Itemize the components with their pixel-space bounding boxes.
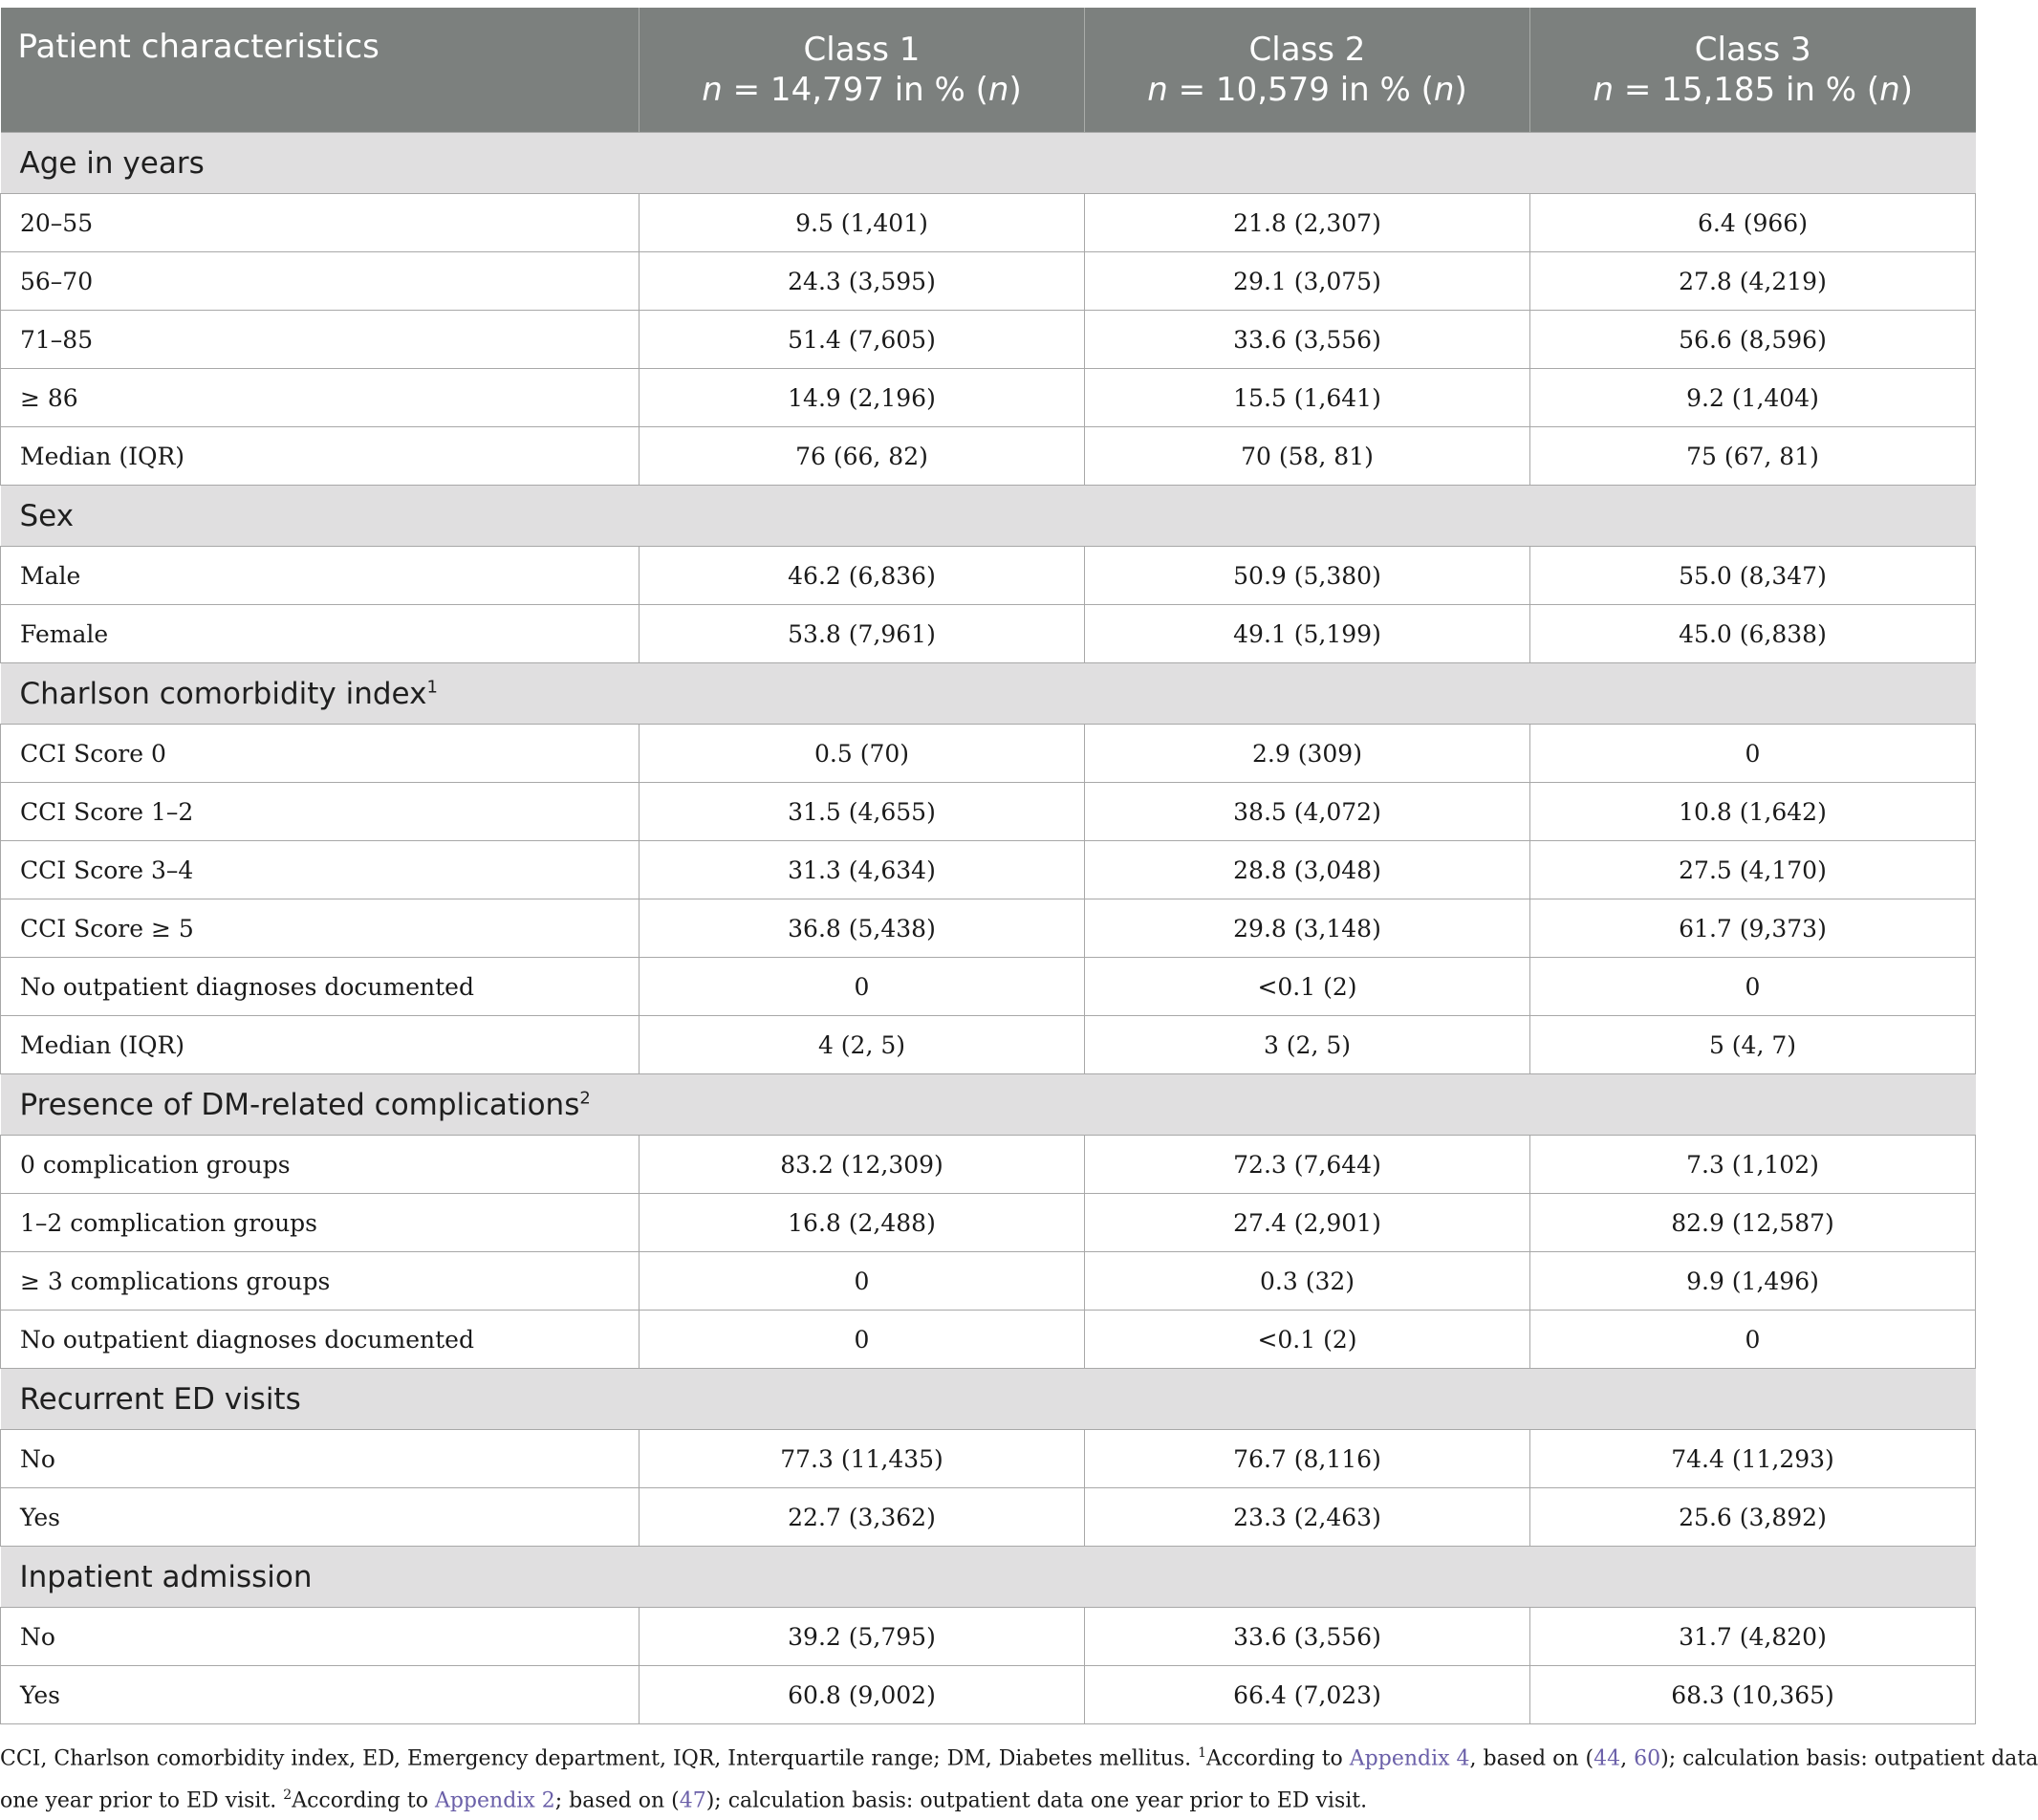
class-3-value: 55.0 (8,347) xyxy=(1530,547,1976,605)
class-3-value: 74.4 (11,293) xyxy=(1530,1430,1976,1488)
table-body xyxy=(1,133,1976,1724)
table-row xyxy=(1,725,1976,783)
class-3-value: 6.4 (966) xyxy=(1530,194,1976,252)
section-header-row xyxy=(1,133,1976,194)
class-3-value: 25.6 (3,892) xyxy=(1530,1488,1976,1547)
class-name: Class 2 xyxy=(1248,31,1366,69)
table-row xyxy=(1,958,1976,1016)
row-label: No xyxy=(1,1430,640,1488)
class-3-value: 56.6 (8,596) xyxy=(1530,311,1976,369)
class-1-value: 31.3 (4,634) xyxy=(640,841,1085,899)
class-1-value: 83.2 (12,309) xyxy=(640,1136,1085,1194)
class-n-label: n = 15,185 in % (n) xyxy=(1593,71,1913,109)
class-3-value: 75 (67, 81) xyxy=(1530,427,1976,486)
row-label: Yes xyxy=(1,1666,640,1724)
class-2-value: 29.8 (3,148) xyxy=(1085,899,1530,958)
class-3-value: 61.7 (9,373) xyxy=(1530,899,1976,958)
section-title: Recurrent ED visits xyxy=(1,1369,1976,1430)
footnote-line-1: CCI, Charlson comorbidity index, ED, Emergency department, IQR, Interquartile range; DM, Diabetes mellitus. $^1$According to Appendix 4, based on (44, 60); calculation basis: outpatient data xyxy=(0,1745,2038,1771)
class-1-value: 76 (66, 82) xyxy=(640,427,1085,486)
class-1-value: 77.3 (11,435) xyxy=(640,1430,1085,1488)
class-2-value: 49.1 (5,199) xyxy=(1085,605,1530,663)
section-title: Charlson comorbidity index$^1$ xyxy=(1,663,1976,725)
class-1-value: 0 xyxy=(640,1311,1085,1369)
row-label: 71–85 xyxy=(1,311,640,369)
class-2-value: 3 (2, 5) xyxy=(1085,1016,1530,1074)
class-2-value: 50.9 (5,380) xyxy=(1085,547,1530,605)
class-1-value: 36.8 (5,438) xyxy=(640,899,1085,958)
table-row xyxy=(1,1016,1976,1074)
table-row xyxy=(1,1608,1976,1666)
table-row xyxy=(1,369,1976,427)
class-3-value: 0 xyxy=(1530,958,1976,1016)
class-1-value: 31.5 (4,655) xyxy=(640,783,1085,841)
row-label: 0 complication groups xyxy=(1,1136,640,1194)
row-label: No xyxy=(1,1608,640,1666)
class-1-value: 14.9 (2,196) xyxy=(640,369,1085,427)
class-1-value: 16.8 (2,488) xyxy=(640,1194,1085,1252)
class-2-value: <0.1 (2) xyxy=(1085,1311,1530,1369)
class-1-value: 51.4 (7,605) xyxy=(640,311,1085,369)
section-header-row xyxy=(1,486,1976,547)
class-name: Class 3 xyxy=(1694,31,1811,69)
table-row xyxy=(1,899,1976,958)
table-row xyxy=(1,783,1976,841)
row-label: CCI Score ≥ 5 xyxy=(1,899,640,958)
class-1-value: 0 xyxy=(640,958,1085,1016)
section-header-row xyxy=(1,1547,1976,1608)
section-title: Sex xyxy=(1,486,1976,547)
ref-44-link[interactable]: 44 xyxy=(1594,1746,1621,1771)
section-header-row xyxy=(1,1074,1976,1136)
row-label: Male xyxy=(1,547,640,605)
class-2-value: 66.4 (7,023) xyxy=(1085,1666,1530,1724)
class-3-value: 27.8 (4,219) xyxy=(1530,252,1976,311)
class-2-value: 76.7 (8,116) xyxy=(1085,1430,1530,1488)
class-3-value: 45.0 (6,838) xyxy=(1530,605,1976,663)
table-row xyxy=(1,1252,1976,1311)
class-2-value: 0.3 (32) xyxy=(1085,1252,1530,1311)
class-2-value: 33.6 (3,556) xyxy=(1085,1608,1530,1666)
class-3-value: 31.7 (4,820) xyxy=(1530,1608,1976,1666)
class-1-value: 22.7 (3,362) xyxy=(640,1488,1085,1547)
row-label: 56–70 xyxy=(1,252,640,311)
class-3-value: 82.9 (12,587) xyxy=(1530,1194,1976,1252)
row-label: CCI Score 3–4 xyxy=(1,841,640,899)
table-row xyxy=(1,1488,1976,1547)
class-2-value: 70 (58, 81) xyxy=(1085,427,1530,486)
section-title: Presence of DM-related complications$^2$ xyxy=(1,1074,1976,1136)
row-label: 1–2 complication groups xyxy=(1,1194,640,1252)
class-3-value: 10.8 (1,642) xyxy=(1530,783,1976,841)
row-label: Median (IQR) xyxy=(1,427,640,486)
table-row xyxy=(1,427,1976,486)
header-class-3 xyxy=(1530,8,1976,133)
row-label: 20–55 xyxy=(1,194,640,252)
table-row xyxy=(1,841,1976,899)
class-3-value: 0 xyxy=(1530,1311,1976,1369)
class-1-value: 4 (2, 5) xyxy=(640,1016,1085,1074)
row-label: CCI Score 1–2 xyxy=(1,783,640,841)
class-1-value: 60.8 (9,002) xyxy=(640,1666,1085,1724)
class-3-value: 68.3 (10,365) xyxy=(1530,1666,1976,1724)
class-3-value: 5 (4, 7) xyxy=(1530,1016,1976,1074)
table-row xyxy=(1,311,1976,369)
class-3-value: 0 xyxy=(1530,725,1976,783)
section-title: Inpatient admission xyxy=(1,1547,1976,1608)
section-header-row xyxy=(1,1369,1976,1430)
class-1-value: 0.5 (70) xyxy=(640,725,1085,783)
section-header-row xyxy=(1,663,1976,725)
header-patient-characteristics: Patient characteristics xyxy=(1,8,640,133)
row-label: Median (IQR) xyxy=(1,1016,640,1074)
table-footnote xyxy=(0,1735,2038,1820)
class-name: Class 1 xyxy=(803,31,921,69)
section-title: Age in years xyxy=(1,133,1976,194)
class-1-value: 24.3 (3,595) xyxy=(640,252,1085,311)
row-label: No outpatient diagnoses documented xyxy=(1,958,640,1016)
row-label: Female xyxy=(1,605,640,663)
class-1-value: 0 xyxy=(640,1252,1085,1311)
class-2-value: 72.3 (7,644) xyxy=(1085,1136,1530,1194)
appendix-4-link[interactable]: Appendix 4 xyxy=(1349,1746,1470,1771)
appendix-2-link[interactable]: Appendix 2 xyxy=(434,1788,555,1813)
table-row xyxy=(1,1136,1976,1194)
class-2-value: 27.4 (2,901) xyxy=(1085,1194,1530,1252)
class-3-value: 9.9 (1,496) xyxy=(1530,1252,1976,1311)
class-2-value: 28.8 (3,048) xyxy=(1085,841,1530,899)
footnote-marker: 2 xyxy=(579,1088,591,1109)
table-row xyxy=(1,547,1976,605)
ref-60-link[interactable]: 60 xyxy=(1634,1746,1661,1771)
class-n-label: n = 14,797 in % (n) xyxy=(702,71,1022,109)
table-row xyxy=(1,1430,1976,1488)
table-row xyxy=(1,1194,1976,1252)
table-header-row xyxy=(1,8,1976,133)
class-2-value: 23.3 (2,463) xyxy=(1085,1488,1530,1547)
class-n-label: n = 10,579 in % (n) xyxy=(1147,71,1467,109)
class-2-value: 38.5 (4,072) xyxy=(1085,783,1530,841)
row-label: CCI Score 0 xyxy=(1,725,640,783)
row-label: No outpatient diagnoses documented xyxy=(1,1311,640,1369)
class-1-value: 46.2 (6,836) xyxy=(640,547,1085,605)
table-row xyxy=(1,194,1976,252)
class-2-value: 21.8 (2,307) xyxy=(1085,194,1530,252)
class-2-value: <0.1 (2) xyxy=(1085,958,1530,1016)
footnote-marker: 1 xyxy=(426,677,438,698)
table-row xyxy=(1,1666,1976,1724)
row-label: Yes xyxy=(1,1488,640,1547)
footnote-line-2: one year prior to ED visit. $^2$According to Appendix 2; based on (47); calculation basis: outpatient data one year prior to ED visit. xyxy=(0,1788,1368,1813)
ref-47-link[interactable]: 47 xyxy=(679,1788,706,1813)
table-row xyxy=(1,1311,1976,1369)
class-2-value: 2.9 (309) xyxy=(1085,725,1530,783)
class-1-value: 53.8 (7,961) xyxy=(640,605,1085,663)
class-2-value: 33.6 (3,556) xyxy=(1085,311,1530,369)
class-2-value: 15.5 (1,641) xyxy=(1085,369,1530,427)
class-3-value: 9.2 (1,404) xyxy=(1530,369,1976,427)
header-class-2 xyxy=(1085,8,1530,133)
class-1-value: 39.2 (5,795) xyxy=(640,1608,1085,1666)
patient-characteristics-table xyxy=(0,8,1976,1724)
class-3-value: 27.5 (4,170) xyxy=(1530,841,1976,899)
row-label: ≥ 86 xyxy=(1,369,640,427)
class-2-value: 29.1 (3,075) xyxy=(1085,252,1530,311)
table-row xyxy=(1,605,1976,663)
class-1-value: 9.5 (1,401) xyxy=(640,194,1085,252)
header-class-1 xyxy=(640,8,1085,133)
class-3-value: 7.3 (1,102) xyxy=(1530,1136,1976,1194)
table-row xyxy=(1,252,1976,311)
row-label: ≥ 3 complications groups xyxy=(1,1252,640,1311)
